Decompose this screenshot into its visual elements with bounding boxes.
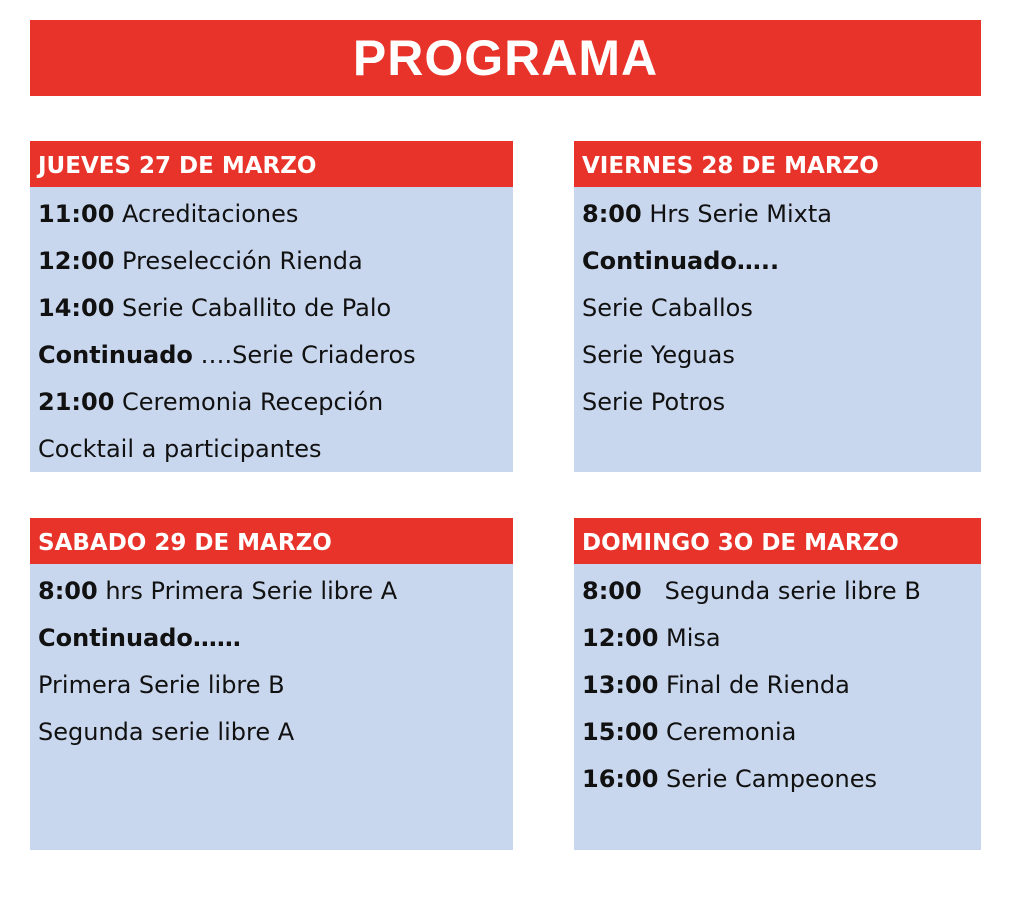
day-panel-viernes <box>574 141 981 472</box>
schedule-time: 11:00 <box>38 200 115 228</box>
schedule-time: 15:00 <box>582 718 659 746</box>
schedule-item <box>38 332 513 379</box>
schedule-item <box>38 426 513 473</box>
schedule-item <box>582 379 981 426</box>
day-panel-sabado <box>30 518 513 850</box>
day-header: SABADO 29 DE MARZO <box>30 518 513 564</box>
schedule-time: Continuado <box>38 341 193 369</box>
day-header: VIERNES 28 DE MARZO <box>574 141 981 187</box>
schedule-item <box>582 568 981 615</box>
schedule-time: 8:00 <box>38 577 98 605</box>
schedule-time: 12:00 <box>582 624 659 652</box>
schedule-activity: Serie Caballito de Palo <box>114 294 392 322</box>
schedule-activity: Serie Caballos <box>582 294 753 322</box>
day-header: JUEVES 27 DE MARZO <box>30 141 513 187</box>
schedule-time: 16:00 <box>582 765 659 793</box>
schedule-item <box>582 285 981 332</box>
schedule-activity: Primera Serie libre B <box>38 671 285 699</box>
schedule-activity: Final de Rienda <box>658 671 850 699</box>
schedule-activity: Cocktail a participantes <box>38 435 322 463</box>
schedule-item <box>582 709 981 756</box>
schedule-list <box>30 187 513 473</box>
schedule-item <box>38 709 513 756</box>
schedule-item <box>38 238 513 285</box>
schedule-item <box>582 662 981 709</box>
schedule-item <box>582 238 981 285</box>
schedule-item <box>582 615 981 662</box>
schedule-time: Continuado…… <box>38 624 241 652</box>
schedule-activity: Hrs Serie Mixta <box>641 200 833 228</box>
schedule-activity: ….Serie Criaderos <box>192 341 416 369</box>
day-header: DOMINGO 3O DE MARZO <box>574 518 981 564</box>
schedule-activity: Segunda serie libre B <box>641 577 921 605</box>
schedule-time: 8:00 <box>582 577 642 605</box>
schedule-activity: Ceremonia <box>658 718 797 746</box>
schedule-activity: Preselección Rienda <box>114 247 363 275</box>
schedule-activity: Misa <box>658 624 721 652</box>
schedule-time: Continuado….. <box>582 247 780 275</box>
schedule-item <box>582 332 981 379</box>
schedule-list <box>30 564 513 756</box>
schedule-time: 21:00 <box>38 388 115 416</box>
schedule-item <box>38 379 513 426</box>
schedule-time: 8:00 <box>582 200 642 228</box>
schedule-item <box>38 191 513 238</box>
schedule-activity: Segunda serie libre A <box>38 718 295 746</box>
schedule-activity: Ceremonia Recepción <box>114 388 384 416</box>
schedule-time: 14:00 <box>38 294 115 322</box>
day-panel-domingo <box>574 518 981 850</box>
schedule-item <box>582 191 981 238</box>
page-title: PROGRAMA <box>352 30 659 86</box>
schedule-item <box>582 756 981 803</box>
schedule-item <box>38 615 513 662</box>
schedule-item <box>38 568 513 615</box>
schedule-item <box>38 285 513 332</box>
title-banner <box>30 20 981 96</box>
schedule-activity: Serie Yeguas <box>582 341 735 369</box>
schedule-time: 12:00 <box>38 247 115 275</box>
schedule-list <box>574 187 981 426</box>
day-panel-jueves <box>30 141 513 472</box>
schedule-activity: Acreditaciones <box>114 200 299 228</box>
schedule-activity: Serie Potros <box>582 388 726 416</box>
schedule-list <box>574 564 981 803</box>
schedule-activity: hrs Primera Serie libre A <box>97 577 398 605</box>
schedule-time: 13:00 <box>582 671 659 699</box>
schedule-activity: Serie Campeones <box>658 765 877 793</box>
schedule-item <box>38 662 513 709</box>
